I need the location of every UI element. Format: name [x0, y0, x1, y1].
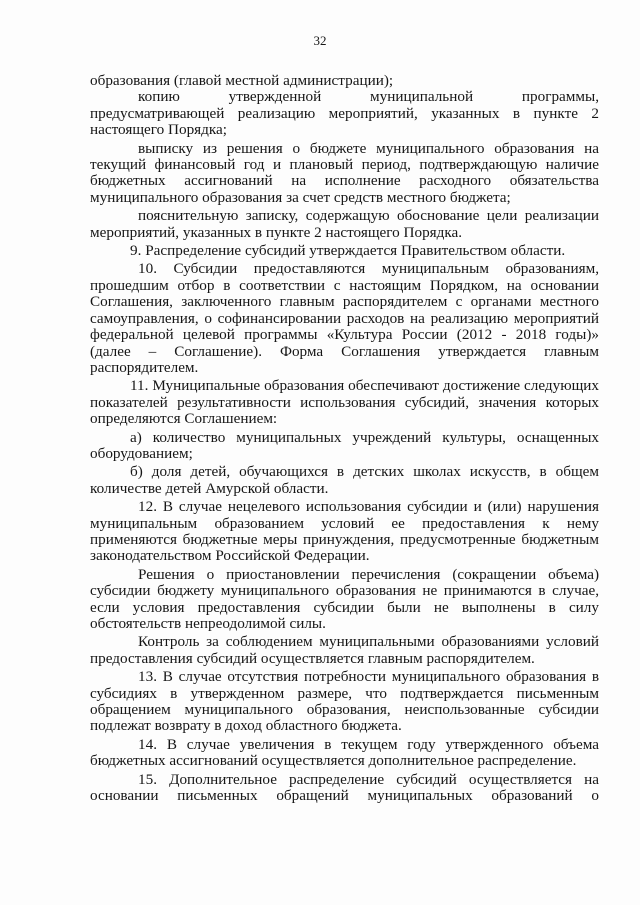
paragraph: Решения о приостановлении перечисления (сокращении объема) субсидии бюджету муниципального образования не принимаются в случае, если условия предоставления субсидии были не выполнены в силу обстоятельств непреодолимой силы.	[90, 565, 599, 632]
paragraph: 13. В случае отсутствия потребности муниципального образования в субсидиях в утвержденном размере, что подтверждается письменным обращением муниципального образования, неиспользованные субсидии подлежат возврату в доход областного бюджета.	[90, 668, 599, 735]
paragraph: 9. Распределение субсидий утверждается Правительством области.	[130, 242, 566, 260]
paragraph: 11. Муниципальные образования обеспечивают достижение следующих показателей результативности использования субсидий, значения которых определяются Соглашением:	[90, 377, 599, 428]
paragraph: образования (главой местной администрации);	[90, 72, 394, 89]
page-number: 32	[313, 33, 327, 48]
paragraph: пояснительную записку, содержащую обоснование цели реализации мероприятий, указанных в пункте 2 настоящего Порядка.	[90, 207, 599, 241]
document-body	[90, 73, 599, 804]
paragraph: 15. Дополнительное распределение субсидий осуществляется на основании письменных обращений муниципальных образований о	[90, 770, 599, 805]
paragraph: Контроль за соблюдением муниципальными образованиями условий предоставления субсидий осуществляется главным распорядителем.	[90, 633, 599, 667]
paragraph: 10. Субсидии предоставляются муниципальным образованиям, прошедшим отбор в соответствии с настоящим Порядком, на основании Соглашения, заключенного главным распорядителем с органами местного самоуправления, о софинансировании расходов на реализацию мероприятий федеральной целевой программы «Культура России (2012 - 2018 годы)» (далее – Соглашение). Форма Соглашения утверждается главным распорядителем.	[90, 260, 599, 376]
paragraph: копию утвержденной муниципальной программы, предусматривающей реализацию мероприятий, указанных в пункте 2 настоящего Порядка;	[90, 88, 599, 139]
paragraph: выписку из решения о бюджете муниципального образования на текущий финансовый год и плановый период, подтверждающую наличие бюджетных ассигнований на исполнение расходного обязательства муниципального образования за счет средств местного бюджета;	[90, 139, 599, 206]
paragraph: 14. В случае увеличения в текущем году утвержденного объема бюджетных ассигнований осуществляется дополнительное распределение.	[90, 735, 599, 770]
list-item: а) количество муниципальных учреждений культуры, оснащенных оборудованием;	[90, 428, 599, 462]
paragraph: 12. В случае нецелевого использования субсидии и (или) нарушения муниципальным образованием условий ее предоставления к нему применяются бюджетные меры принуждения, предусмотренные бюджетным законодательством Российской Федерации.	[90, 498, 599, 565]
list-item: б) доля детей, обучающихся в детских школах искусств, в общем количестве детей Амурской области.	[90, 463, 599, 497]
